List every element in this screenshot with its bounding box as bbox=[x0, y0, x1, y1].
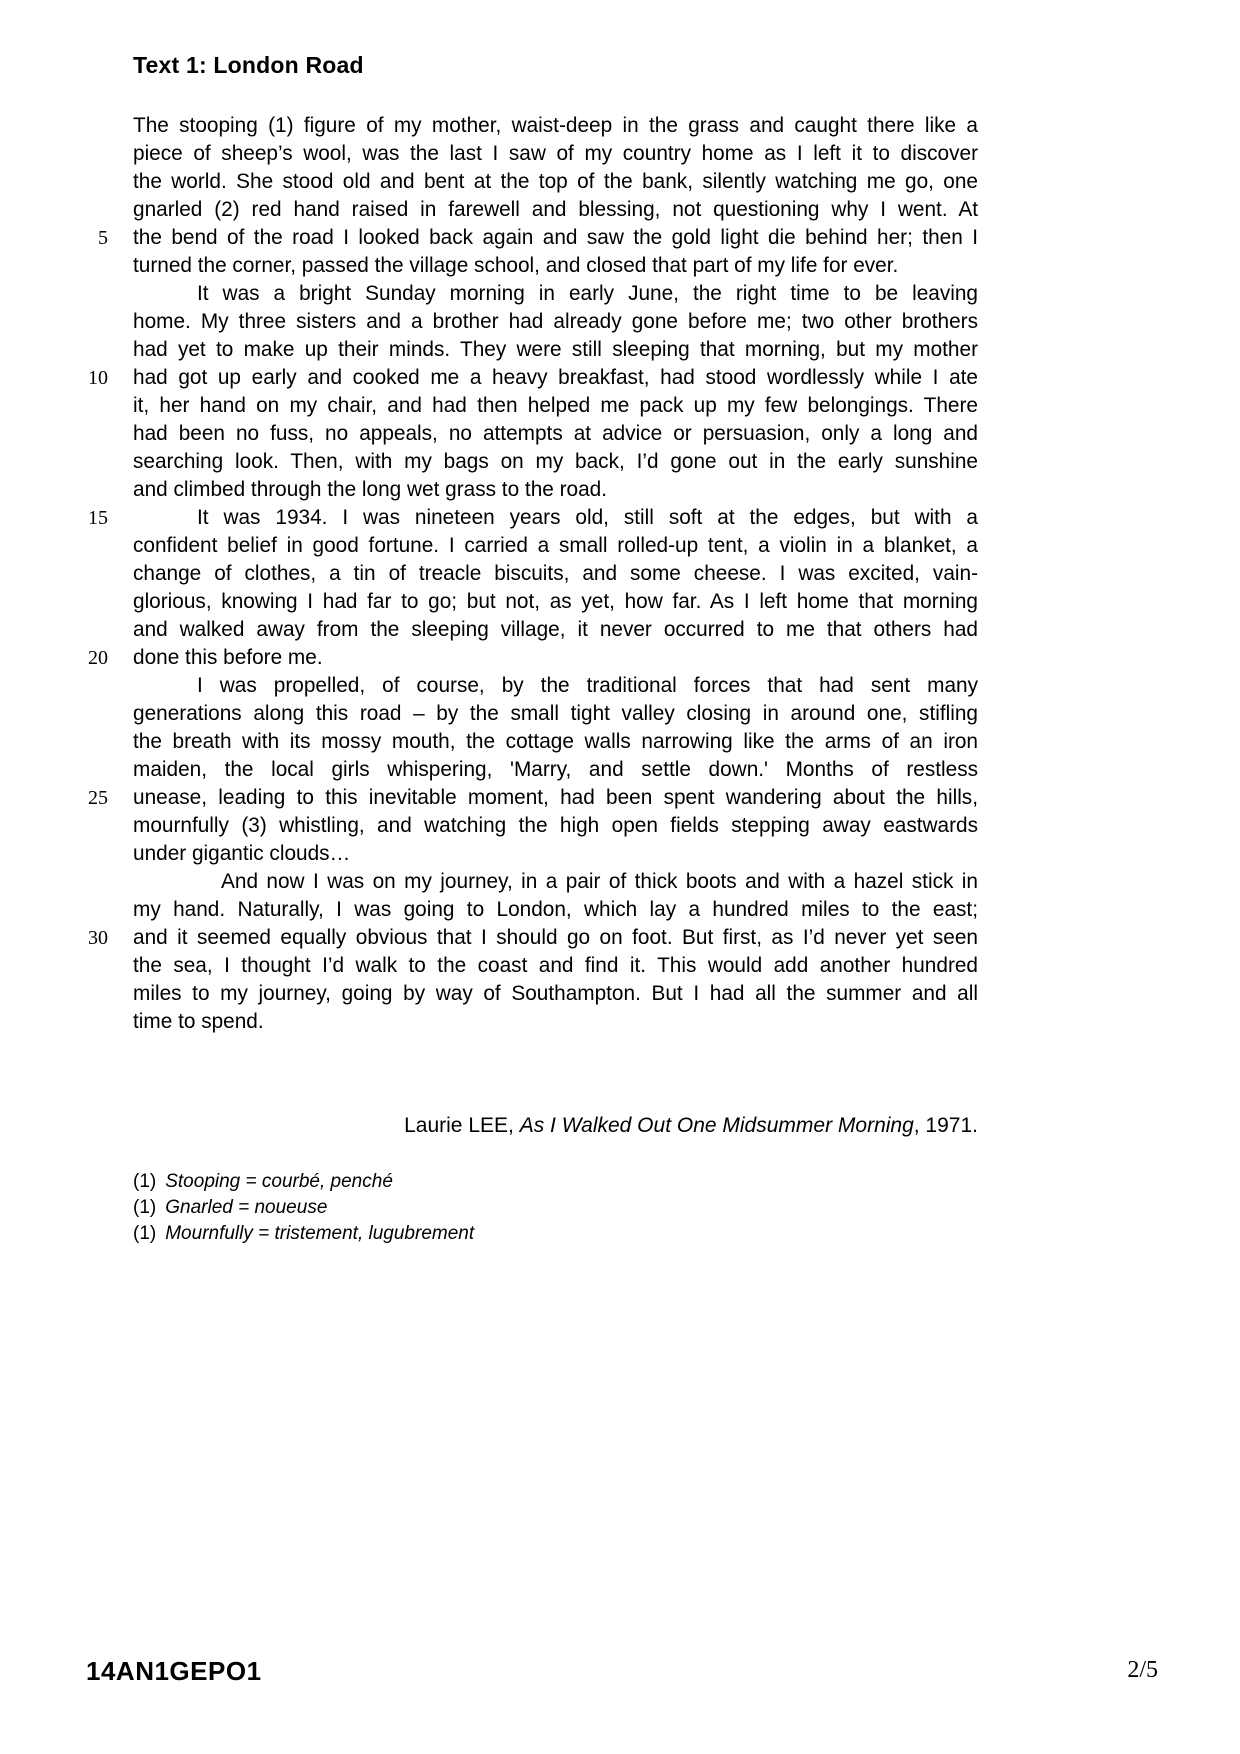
text-line-row bbox=[40, 392, 978, 420]
text-line: searching look. Then, with my bags on my back, I’d gone out in the early sunshine bbox=[133, 450, 978, 473]
text-line: home. My three sisters and a brother had already gone before me; two other brothers bbox=[133, 310, 978, 333]
text-line: had got up early and cooked me a heavy breakfast, had stood wordlessly while I ate bbox=[133, 366, 978, 389]
text-line: and climbed through the long wet grass to the road. bbox=[133, 478, 608, 501]
line-number bbox=[40, 672, 108, 700]
text-line-row bbox=[40, 980, 978, 1008]
text-line-row bbox=[40, 784, 978, 812]
text-line-row bbox=[40, 700, 978, 728]
text-line-row bbox=[40, 364, 978, 392]
text-line: miles to my journey, going by way of Southampton. But I had all the summer and all bbox=[133, 982, 978, 1005]
text-line-row bbox=[40, 224, 978, 252]
text-line-row bbox=[40, 308, 978, 336]
text-line: done this before me. bbox=[133, 646, 323, 669]
text-line-row bbox=[40, 728, 978, 756]
text-line: the sea, I thought I’d walk to the coast and find it. This would add another hundred bbox=[133, 954, 978, 977]
line-number: 15 bbox=[88, 507, 108, 529]
text-line: The stooping (1) figure of my mother, waist-deep in the grass and caught there like a bbox=[133, 114, 978, 137]
attribution bbox=[133, 1114, 978, 1138]
text-line: had yet to make up their minds. They were still sleeping that morning, but my mother bbox=[133, 338, 978, 361]
text-line-row bbox=[40, 112, 978, 140]
text-line-row bbox=[40, 672, 978, 700]
text-line-row bbox=[40, 896, 978, 924]
line-number bbox=[40, 252, 108, 280]
text-body bbox=[40, 112, 978, 1036]
text-line: mournfully (3) whistling, and watching the high open fields stepping away eastwards bbox=[133, 814, 978, 837]
line-number bbox=[40, 196, 108, 224]
text-line-row bbox=[40, 868, 978, 896]
text-line-row bbox=[40, 560, 978, 588]
line-number bbox=[40, 280, 108, 308]
attribution-author: Laurie LEE, bbox=[404, 1114, 520, 1137]
text-line-row bbox=[40, 140, 978, 168]
text-line: unease, leading to this inevitable moment, had been spent wandering about the hills, bbox=[133, 786, 978, 809]
footnotes bbox=[133, 1169, 474, 1247]
text-line-row bbox=[40, 924, 978, 952]
text-line: under gigantic clouds… bbox=[133, 842, 351, 865]
line-number bbox=[40, 140, 108, 168]
footnote bbox=[133, 1195, 474, 1221]
footnote-text: Stooping = courbé, penché bbox=[165, 1171, 393, 1192]
line-number bbox=[40, 616, 108, 644]
line-number: 20 bbox=[88, 647, 108, 669]
text-line: It was a bright Sunday morning in early June, the right time to be leaving bbox=[197, 282, 978, 305]
line-number bbox=[40, 392, 108, 420]
line-number bbox=[40, 448, 108, 476]
line-number bbox=[40, 812, 108, 840]
text-line-row bbox=[40, 532, 978, 560]
document-reference: 14AN1GEPO1 bbox=[86, 1656, 262, 1686]
text-line: It was 1934. I was nineteen years old, still soft at the edges, but with a bbox=[197, 506, 978, 529]
text-line-row bbox=[40, 644, 978, 672]
attribution-work-title: As I Walked Out One Midsummer Morning bbox=[519, 1114, 914, 1137]
text-line: generations along this road – by the small tight valley closing in around one, stifling bbox=[133, 702, 978, 725]
footnote-marker: (1) bbox=[133, 1223, 157, 1244]
text-line: And now I was on my journey, in a pair of thick boots and with a hazel stick in bbox=[221, 870, 978, 893]
line-number bbox=[40, 728, 108, 756]
text-line: glorious, knowing I had far to go; but not, as yet, how far. As I left home that morning bbox=[133, 590, 978, 613]
line-number bbox=[40, 588, 108, 616]
line-number: 10 bbox=[88, 367, 108, 389]
line-number bbox=[40, 868, 108, 896]
page-number: 2/5 bbox=[1127, 1657, 1158, 1683]
text-line-row bbox=[40, 420, 978, 448]
line-number bbox=[40, 476, 108, 504]
text-line: the world. She stood old and bent at the top of the bank, silently watching me go, one bbox=[133, 170, 978, 193]
footnote bbox=[133, 1169, 474, 1195]
footnote-marker: (1) bbox=[133, 1197, 157, 1218]
text-line-row bbox=[40, 1008, 978, 1036]
line-number bbox=[40, 952, 108, 980]
text-line-row bbox=[40, 476, 978, 504]
text-line: confident belief in good fortune. I carried a small rolled-up tent, a violin in a blanket, a bbox=[133, 534, 978, 557]
line-number bbox=[40, 560, 108, 588]
text-line-row bbox=[40, 840, 978, 868]
text-line: maiden, the local girls whispering, 'Marry, and settle down.' Months of restless bbox=[133, 758, 978, 781]
text-line: had been no fuss, no appeals, no attempts at advice or persuasion, only a long and bbox=[133, 422, 978, 445]
text-line: time to spend. bbox=[133, 1010, 264, 1033]
attribution-year: , 1971. bbox=[913, 1114, 978, 1137]
text-line-row bbox=[40, 504, 978, 532]
text-line: change of clothes, a tin of treacle biscuits, and some cheese. I was excited, vain- bbox=[133, 562, 978, 585]
text-line-row bbox=[40, 952, 978, 980]
line-number: 30 bbox=[88, 927, 108, 949]
text-line-row bbox=[40, 168, 978, 196]
footnote bbox=[133, 1221, 474, 1247]
page-title: Text 1: London Road bbox=[133, 52, 364, 78]
line-number bbox=[40, 420, 108, 448]
text-line-row bbox=[40, 448, 978, 476]
text-line: I was propelled, of course, by the traditional forces that had sent many bbox=[197, 674, 978, 697]
footnote-text: Gnarled = noueuse bbox=[165, 1197, 328, 1218]
text-line-row bbox=[40, 336, 978, 364]
footnote-text: Mournfully = tristement, lugubrement bbox=[165, 1223, 475, 1244]
line-number bbox=[40, 980, 108, 1008]
line-number bbox=[40, 112, 108, 140]
line-number bbox=[40, 1008, 108, 1036]
text-line: and it seemed equally obvious that I should go on foot. But first, as I’d never yet seen bbox=[133, 926, 978, 949]
line-number bbox=[40, 168, 108, 196]
text-line: it, her hand on my chair, and had then helped me pack up my few belongings. There bbox=[133, 394, 978, 417]
text-line: the breath with its mossy mouth, the cottage walls narrowing like the arms of an iron bbox=[133, 730, 978, 753]
text-line-row bbox=[40, 252, 978, 280]
line-number bbox=[40, 840, 108, 868]
line-number bbox=[40, 896, 108, 924]
text-line: piece of sheep’s wool, was the last I saw of my country home as I left it to discover bbox=[133, 142, 978, 165]
text-line: turned the corner, passed the village school, and closed that part of my life for ever. bbox=[133, 254, 899, 277]
footnote-marker: (1) bbox=[133, 1171, 157, 1192]
text-line-row bbox=[40, 616, 978, 644]
text-line-row bbox=[40, 280, 978, 308]
line-number bbox=[40, 336, 108, 364]
line-number bbox=[40, 700, 108, 728]
text-line-row bbox=[40, 812, 978, 840]
line-number bbox=[40, 308, 108, 336]
text-line-row bbox=[40, 588, 978, 616]
text-line-row bbox=[40, 196, 978, 224]
text-line: gnarled (2) red hand raised in farewell and blessing, not questioning why I went. At bbox=[133, 198, 978, 221]
text-line: and walked away from the sleeping village, it never occurred to me that others had bbox=[133, 618, 978, 641]
text-line: my hand. Naturally, I was going to London, which lay a hundred miles to the east; bbox=[133, 898, 978, 921]
text-line: the bend of the road I looked back again and saw the gold light die behind her; then I bbox=[133, 226, 978, 249]
text-line-row bbox=[40, 756, 978, 784]
line-number: 5 bbox=[98, 227, 108, 249]
line-number bbox=[40, 756, 108, 784]
line-number bbox=[40, 532, 108, 560]
line-number: 25 bbox=[88, 787, 108, 809]
